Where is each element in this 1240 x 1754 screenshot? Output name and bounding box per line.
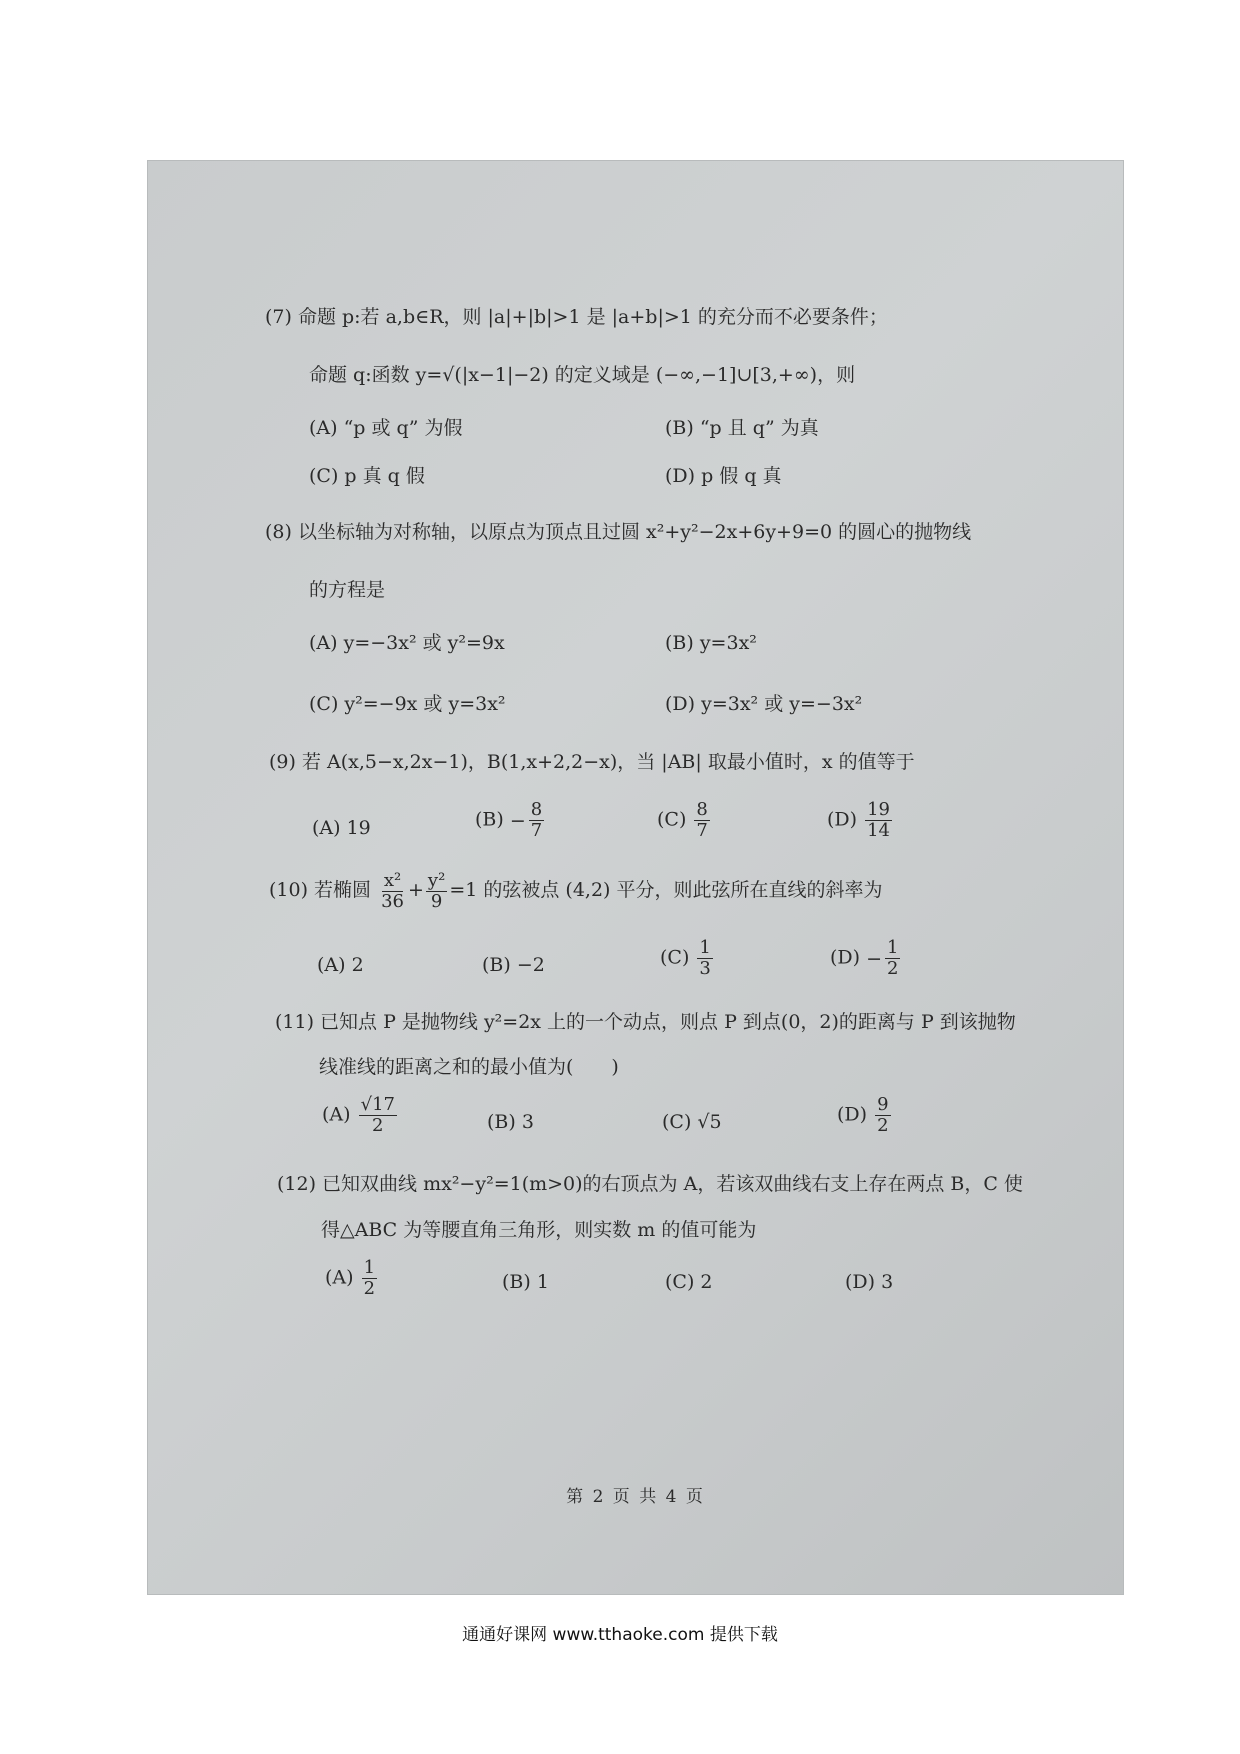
- site-watermark: 通通好课网 www.tthaoke.com 提供下载: [462, 1625, 778, 1645]
- q9-stem: (9) 若 A(x,5−x,2x−1)，B(1,x+2,2−x)，当 |AB| 取最小值时，x 的值等于: [269, 751, 915, 773]
- q12-option-c: (C) 2: [665, 1271, 713, 1293]
- q10-option-d: (D) − $\frac{1}{2}$: [830, 937, 899, 979]
- q9-option-d: (D) $\frac{19}{14}$: [827, 799, 891, 841]
- q12-option-d: (D) 3: [845, 1271, 894, 1293]
- q10-stem: (10) 若椭圆 $\frac{\text{x²}}{36}$ + $\frac{\text{y²}}{9}$ =1 的弦被点 (4,2) 平分，则此弦所在直线的斜率为: [269, 869, 883, 912]
- q7-option-d: (D) p 假 q 真: [665, 465, 782, 487]
- q11-option-d-fraction: $\frac{9}{2}$: [877, 1094, 889, 1136]
- page-number: 第 2 页 共 4 页: [566, 1487, 705, 1507]
- q12-stem-2: 得△ABC 为等腰直角三角形，则实数 m 的值可能为: [321, 1219, 757, 1241]
- q8-stem-2: 的方程是: [309, 579, 386, 601]
- q9-option-d-fraction: $\frac{19}{14}$: [867, 799, 891, 841]
- q10-option-a: (A) 2: [317, 954, 364, 976]
- q11-stem-2: 线准线的距离之和的最小值为( ): [319, 1056, 619, 1078]
- q8-option-c: (C) y²=−9x 或 y=3x²: [309, 693, 506, 715]
- q10-option-b: (B) −2: [482, 954, 545, 976]
- q11-option-b: (B) 3: [487, 1111, 534, 1133]
- q10-y-fraction: $\frac{\text{y²}}{9}$: [427, 869, 446, 912]
- q12-option-b: (B) 1: [502, 1271, 549, 1293]
- q12-stem: (12) 已知双曲线 mx²−y²=1(m>0)的右顶点为 A，若该双曲线右支上存在两点 B，C 使: [277, 1173, 1023, 1195]
- q11-option-c: (C) √5: [662, 1111, 722, 1133]
- q8-option-b: (B) y=3x²: [665, 632, 757, 654]
- q9-option-a: (A) 19: [312, 817, 371, 839]
- q9-option-b-fraction: $\frac{8}{7}$: [530, 799, 543, 841]
- q8-option-d: (D) y=3x² 或 y=−3x²: [665, 693, 863, 715]
- q10-option-c: (C) $\frac{1}{3}$: [660, 937, 711, 979]
- exam-page: [147, 160, 1124, 1595]
- q11-option-a-fraction: $\frac{√17}{2}$: [360, 1094, 395, 1136]
- q9-option-c-fraction: $\frac{8}{7}$: [696, 799, 708, 841]
- q10-x-fraction: $\frac{\text{x²}}{36}$: [381, 869, 404, 912]
- q9-option-c: (C) $\frac{8}{7}$: [657, 799, 708, 841]
- q7-option-a: (A) “p 或 q” 为假: [309, 417, 463, 439]
- q11-option-a: (A) $\frac{√17}{2}$: [322, 1094, 395, 1136]
- q10-option-d-fraction: $\frac{1}{2}$: [887, 937, 899, 979]
- q7-stem: (7) 命题 p:若 a,b∈R，则 |a|+|b|>1 是 |a+b|>1 的充分而不必要条件；: [265, 306, 888, 328]
- q8-option-a: (A) y=−3x² 或 y²=9x: [309, 632, 505, 654]
- q11-option-d: (D) $\frac{9}{2}$: [837, 1094, 889, 1136]
- q10-option-c-fraction: $\frac{1}{3}$: [699, 937, 711, 979]
- q12-option-a-fraction: $\frac{1}{2}$: [363, 1257, 376, 1299]
- q7-stem-2: 命题 q:函数 y=√(|x−1|−2) 的定义域是 (−∞,−1]∪[3,+∞)，则: [309, 364, 856, 386]
- q12-option-a: (A) $\frac{1}{2}$: [325, 1257, 376, 1299]
- q7-option-c: (C) p 真 q 假: [309, 465, 425, 487]
- q7-option-b: (B) “p 且 q” 为真: [665, 417, 819, 439]
- q11-stem: (11) 已知点 P 是抛物线 y²=2x 上的一个动点，则点 P 到点(0，2)的距离与 P 到该抛物: [275, 1011, 1016, 1033]
- q9-option-b: (B) − $\frac{8}{7}$: [475, 799, 543, 841]
- q8-stem: (8) 以坐标轴为对称轴，以原点为顶点且过圆 x²+y²−2x+6y+9=0 的圆心的抛物线: [265, 521, 972, 543]
